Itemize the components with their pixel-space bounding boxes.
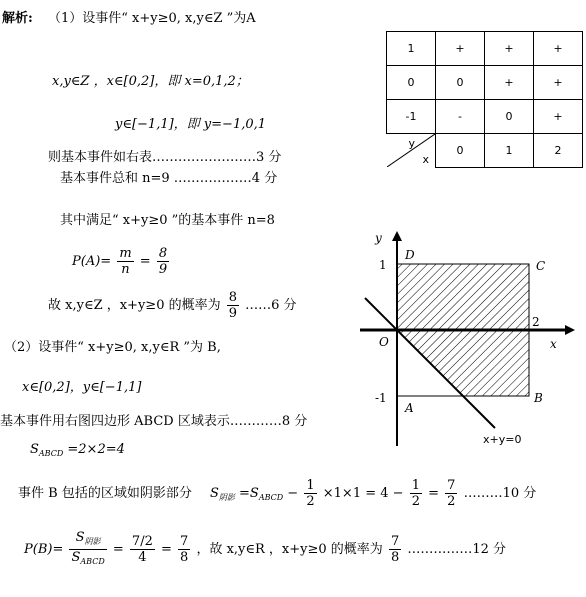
table-cell: 1 xyxy=(387,32,436,66)
point-a-label: A xyxy=(405,401,414,415)
table-cell: - xyxy=(436,100,485,134)
tick-1-label: 1 xyxy=(379,258,387,272)
table-corner-cell xyxy=(387,134,436,168)
table-cell: 0 xyxy=(387,66,436,100)
x-axis-arrow xyxy=(565,325,575,335)
table-cell: 0 xyxy=(436,66,485,100)
tick-2-label: 2 xyxy=(532,315,540,329)
table-row xyxy=(387,32,583,66)
part2-event-def: （2）设事件“ x+y≥0, x,y∈R ”为 B, xyxy=(4,340,221,355)
x-domain-line: x,y∈Z ，x∈[0,2]，即 x=0,1,2； xyxy=(52,74,249,89)
table-cell: -1 xyxy=(387,100,436,134)
table-row xyxy=(387,66,583,100)
table-cell: 0 xyxy=(485,100,534,134)
y-axis-arrow xyxy=(392,231,402,241)
point-d-label: D xyxy=(405,248,415,262)
table-cell: 0 xyxy=(436,134,485,168)
sample-space-table xyxy=(386,31,583,168)
table-cell: + xyxy=(534,100,583,134)
region-abcd-line: 基本事件用右图四边形 ABCD 区域表示…………8 分 xyxy=(0,414,308,429)
corner-y-label: y xyxy=(408,137,416,150)
solution-label: 解析: xyxy=(2,11,33,26)
prob-a-formula: P(A)= $\frac{m}{n}$ = $\frac{8}{9}$ xyxy=(72,246,168,277)
table-row xyxy=(387,100,583,134)
prob-b-line: P(B)= $\frac{S_{阴影}}{S_{ABCD}}$ = $\frac{7/2}{4}$ = $\frac{7}{8}$ ，故 x,y∈R ，x+y≥0 的概率为 $\frac{7}{8}$ ……………12 分 xyxy=(24,530,507,566)
table-cell: + xyxy=(485,66,534,100)
table-cell: + xyxy=(534,66,583,100)
table-cell: 2 xyxy=(534,134,583,168)
point-b-label: B xyxy=(534,391,543,405)
y-domain-line: y∈[−1,1]，即 y=−1,0,1 xyxy=(115,117,267,132)
point-c-label: C xyxy=(536,259,546,273)
prob-a-conclusion: 故 x,y∈Z ，x+y≥0 的概率为 $\frac{8}{9}$ ……6 分 xyxy=(48,290,297,321)
origin-label: O xyxy=(379,335,389,349)
table-ref-line: 则基本事件如右表……………………3 分 xyxy=(48,150,282,165)
favorable-events-line: 其中满足“ x+y≥0 ”的基本事件 n=8 xyxy=(60,213,275,228)
region-figure xyxy=(355,226,580,451)
table-row xyxy=(387,134,583,168)
area-abcd-line: $S_{ABCD} =2\times 2=4$ xyxy=(30,442,125,458)
table-cell: + xyxy=(436,32,485,66)
table-cell: + xyxy=(485,32,534,66)
tick-minus1-label: -1 xyxy=(375,391,387,405)
axis-y-label: y xyxy=(375,231,382,245)
axis-x-label: x xyxy=(550,337,557,351)
line-equation-label: x+y=0 xyxy=(483,433,522,446)
part1-event-def: （1）设事件“ x+y≥0, x,y∈Z ”为A xyxy=(48,11,256,26)
table-cell: 1 xyxy=(485,134,534,168)
corner-x-label: x xyxy=(422,153,430,166)
total-events-line: 基本事件总和 n=9 ………………4 分 xyxy=(60,171,278,186)
shaded-area-line: 事件 B 包括的区域如阴影部分 $S_{阴影} =S_{ABCD}$ − $\frac{1}{2}$ ×1×1 = 4 − $\frac{1}{2}$ = $\frac{7}{2}$ ………10 分 xyxy=(18,478,537,509)
table-cell: + xyxy=(534,32,583,66)
region-domain-line: x∈[0,2]，y∈[−1,1] xyxy=(22,380,142,395)
